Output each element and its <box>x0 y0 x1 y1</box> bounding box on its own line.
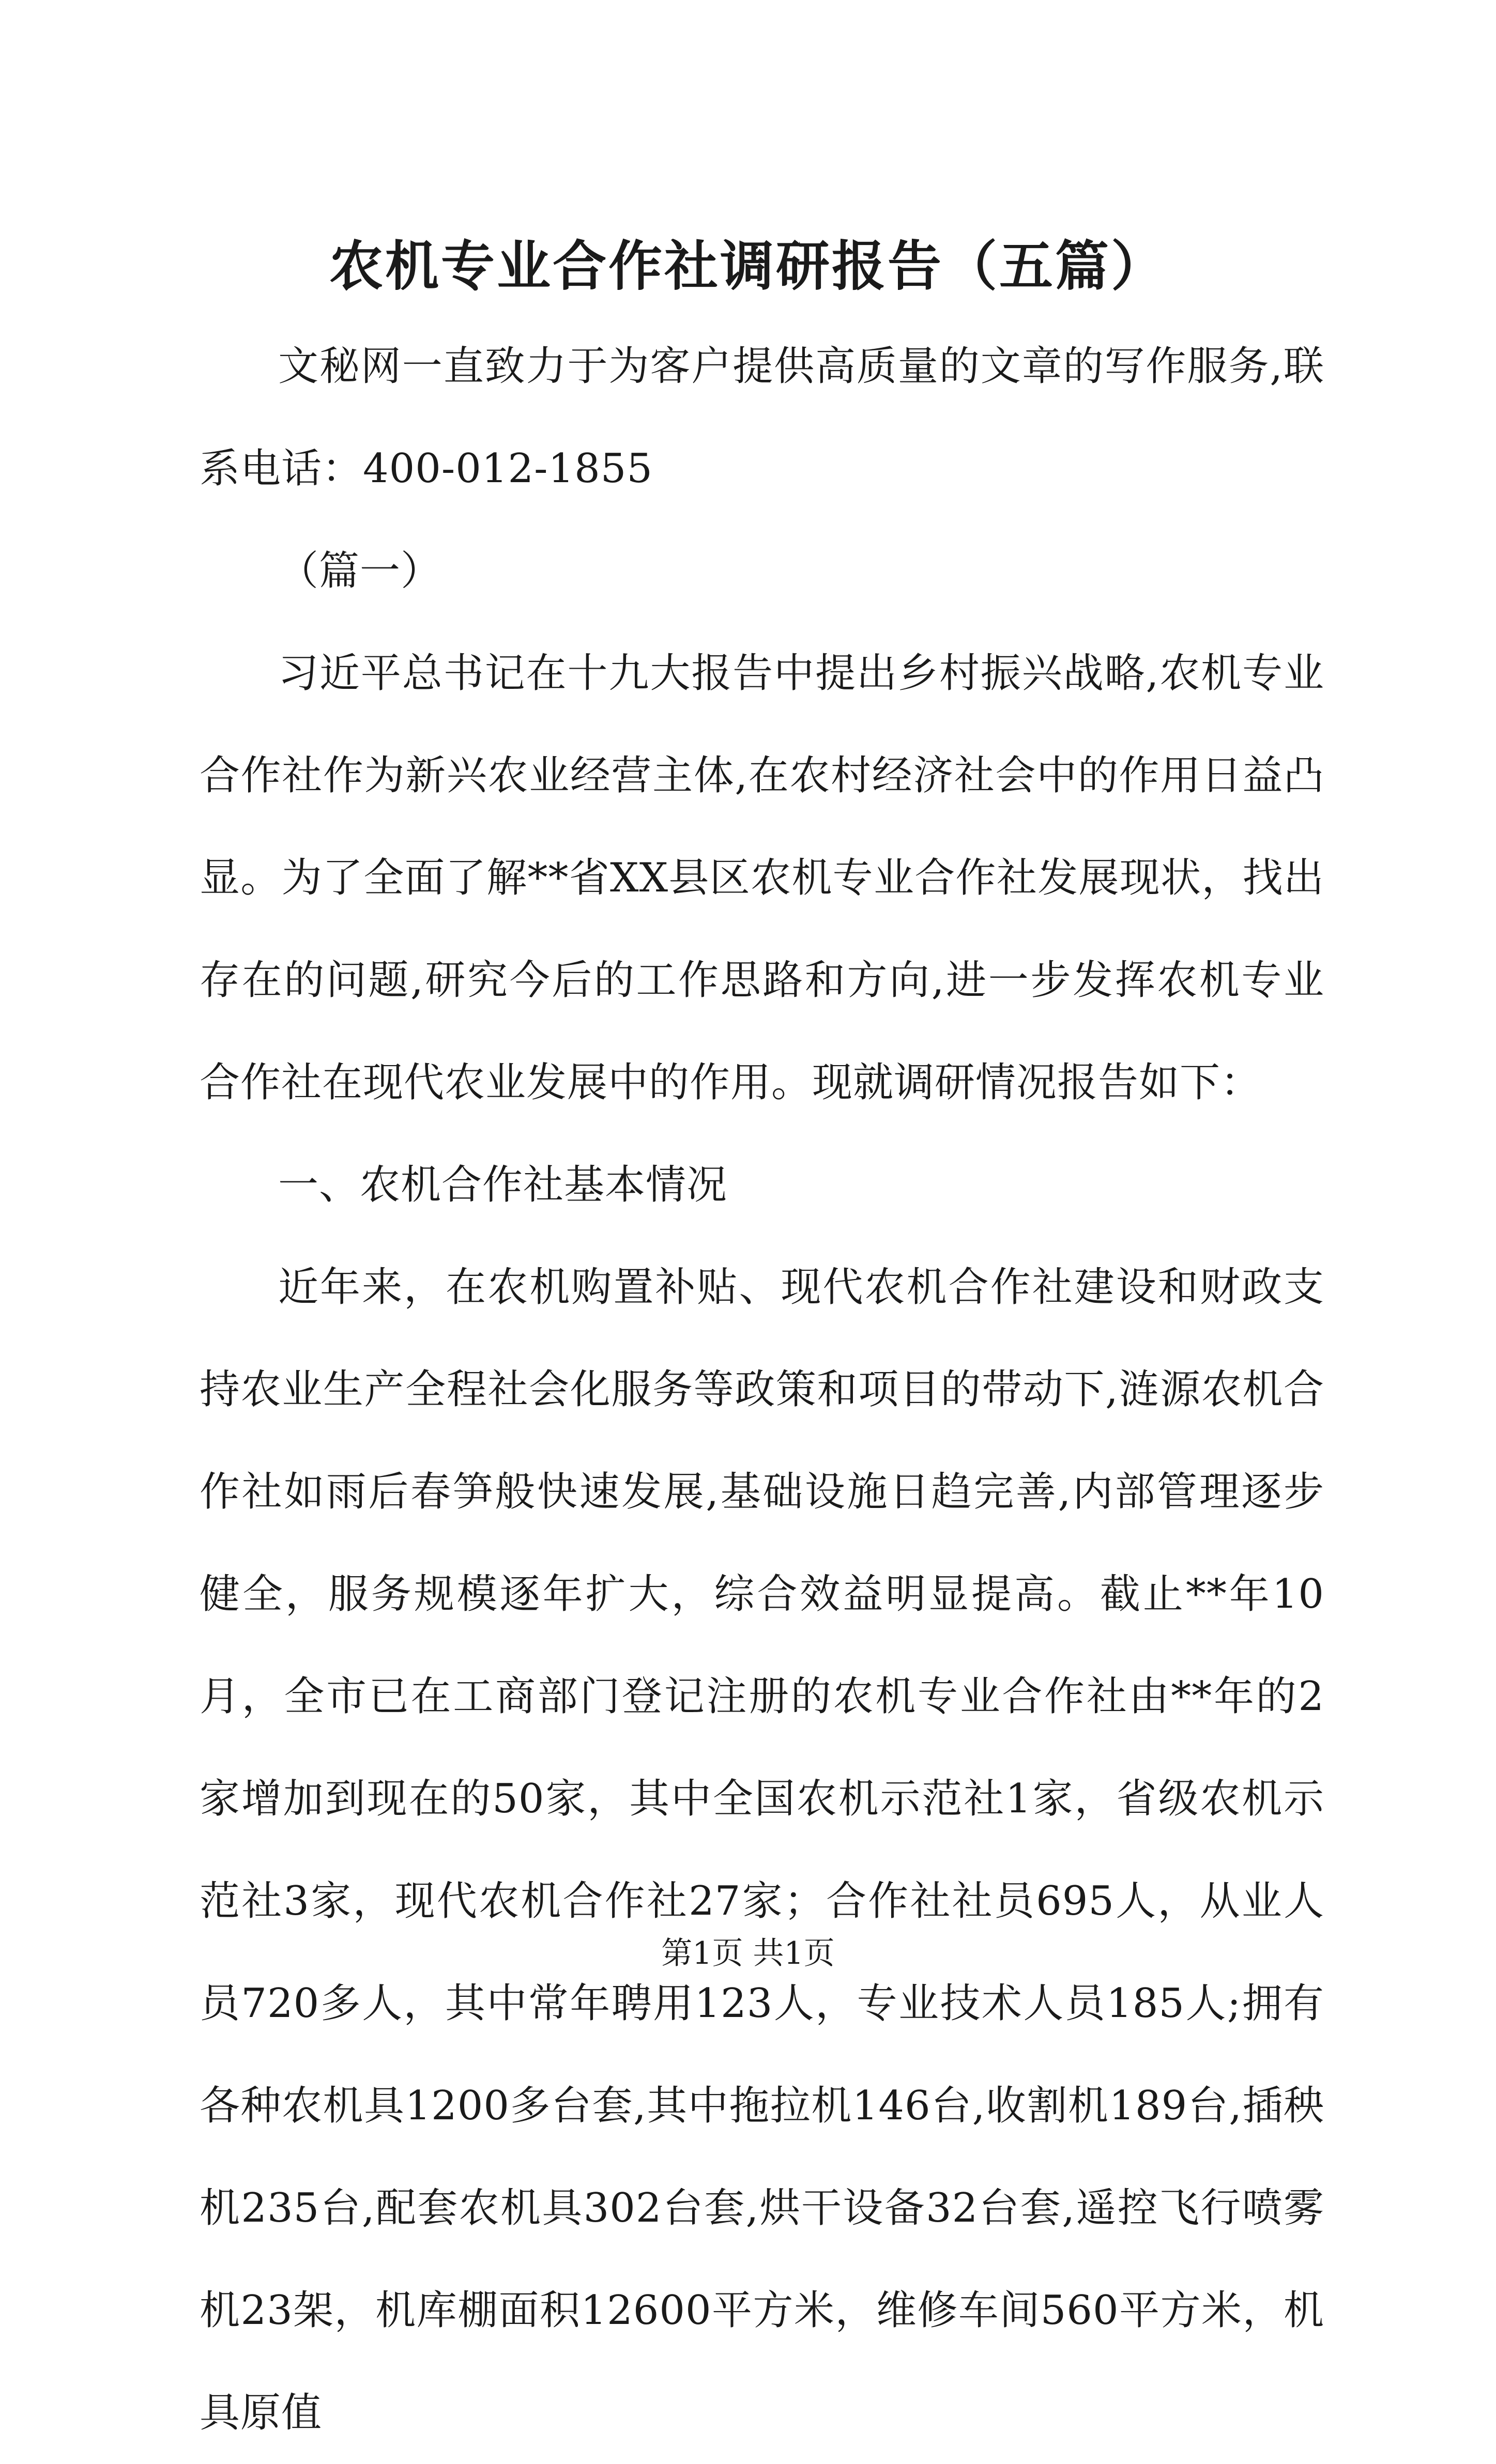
section-label: （篇一） <box>278 548 442 594</box>
intro-paragraph: 文秘网一直致力于为客户提供高质量的文章的写作服务,联系电话：400-012-1855 <box>200 343 1324 492</box>
document-title: 农机专业合作社调研报告（五篇） <box>329 234 1167 298</box>
body-paragraph: 习近平总书记在十九大报告中提出乡村振兴战略,农机专业合作社作为新兴农业经营主体,在农村经济社会中的作用日益凸显。为了全面了解**省XX县区农机专业合作社发展现状，找出存在的问题,研究今后的工作思路和方向,进一步发挥农机专业合作社在现代农业发展中的作用。现就调研情况报告如下： <box>200 650 1324 1106</box>
section-heading: 一、农机合作社基本情况 <box>278 1162 728 1208</box>
body-paragraph: 近年来，在农机购置补贴、现代农机合作社建设和财政支持农业生产全程社会化服务等政策和项目的带动下,涟源农机合作社如雨后春笋般快速发展,基础设施日趋完善,内部管理逐步健全，服务规模逐年扩大，综合效益明显提高。截止**年10月，全市已在工商部门登记注册的农机专业合作社由**年的2家增加到现在的50家，其中全国农机示范社1家，省级农机示范社3家，现代农机合作社27家；合作社社员695人，从业人员720多人，其中常年聘用123人，专业技术人员185人;拥有各种农机具1200多台套,其中拖拉机146台,收割机189台,插秧机235台,配套农机具302台套,烘干设备32台套,遥控飞行喷雾机23架，机库棚面积12600平方米，维修车间560平方米，机具原值 <box>200 1264 1324 2436</box>
page-footer: 第1页 共1页 <box>661 1935 835 1972</box>
document-body <box>200 315 1324 2464</box>
